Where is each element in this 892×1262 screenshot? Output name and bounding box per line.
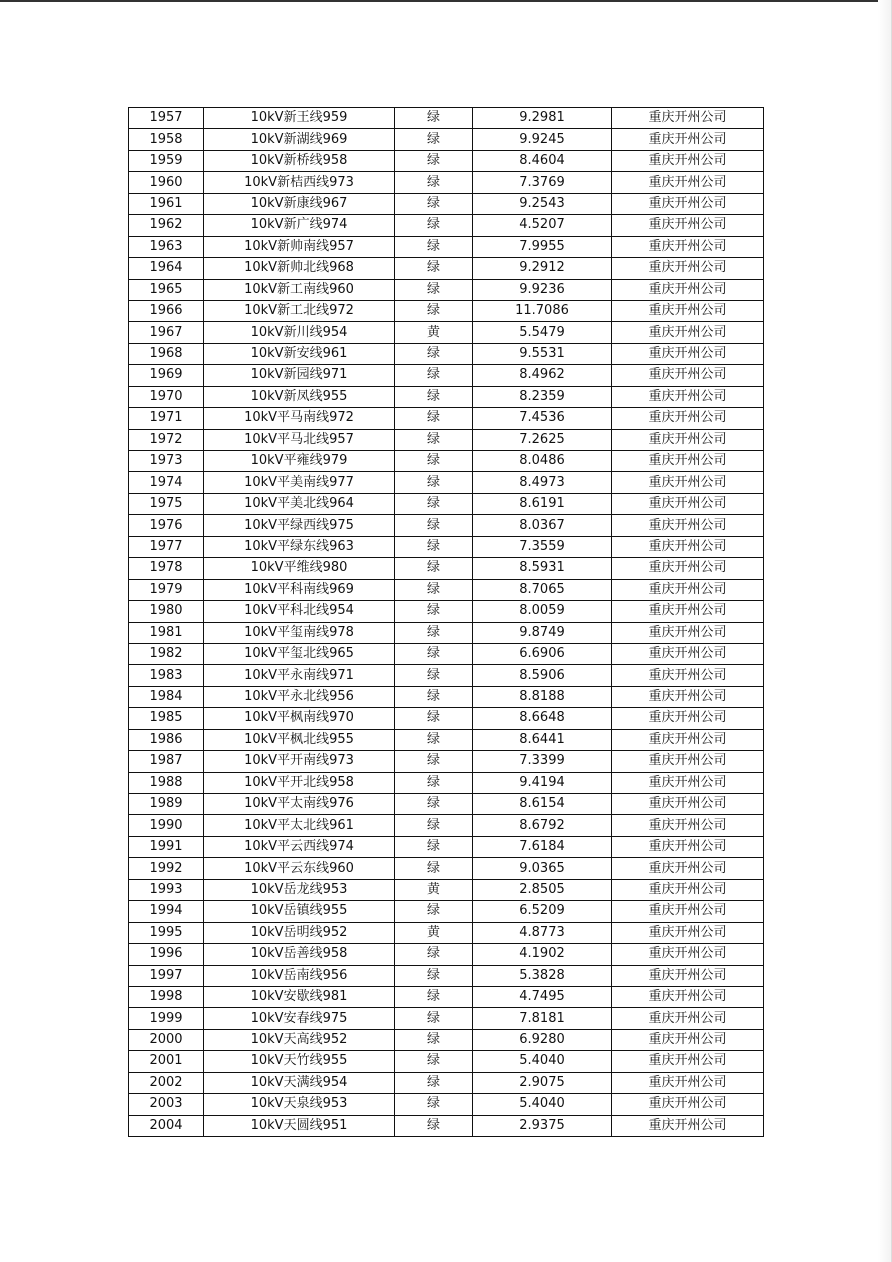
- company-cell: 重庆开州公司: [612, 836, 764, 857]
- line-name-cell: 10kV平玺北线965: [204, 643, 395, 664]
- value-cell: 6.9280: [473, 1029, 612, 1050]
- status-color-cell: 黄: [395, 879, 473, 900]
- company-cell: 重庆开州公司: [612, 729, 764, 750]
- status-color-cell: 绿: [395, 1115, 473, 1136]
- row-number-cell: 1971: [129, 408, 204, 429]
- row-number-cell: 1989: [129, 794, 204, 815]
- line-name-cell: 10kV新工南线960: [204, 279, 395, 300]
- value-cell: 2.8505: [473, 879, 612, 900]
- row-number-cell: 1973: [129, 451, 204, 472]
- company-cell: 重庆开州公司: [612, 751, 764, 772]
- company-cell: 重庆开州公司: [612, 515, 764, 536]
- row-number-cell: 1961: [129, 193, 204, 214]
- company-cell: 重庆开州公司: [612, 365, 764, 386]
- line-name-cell: 10kV平科北线954: [204, 601, 395, 622]
- company-cell: 重庆开州公司: [612, 172, 764, 193]
- table-row: [129, 1094, 764, 1115]
- company-cell: 重庆开州公司: [612, 215, 764, 236]
- row-number-cell: 1994: [129, 901, 204, 922]
- value-cell: 8.4962: [473, 365, 612, 386]
- value-cell: 7.8181: [473, 1008, 612, 1029]
- status-color-cell: 绿: [395, 643, 473, 664]
- row-number-cell: 2000: [129, 1029, 204, 1050]
- status-color-cell: 绿: [395, 1094, 473, 1115]
- company-cell: 重庆开州公司: [612, 300, 764, 321]
- company-cell: 重庆开州公司: [612, 408, 764, 429]
- row-number-cell: 1992: [129, 858, 204, 879]
- value-cell: 5.3828: [473, 965, 612, 986]
- status-color-cell: 绿: [395, 579, 473, 600]
- status-color-cell: 黄: [395, 322, 473, 343]
- table-row: [129, 408, 764, 429]
- table-row: [129, 965, 764, 986]
- company-cell: 重庆开州公司: [612, 643, 764, 664]
- status-color-cell: 绿: [395, 536, 473, 557]
- page-top-border: [0, 0, 892, 2]
- value-cell: 8.7065: [473, 579, 612, 600]
- status-color-cell: 绿: [395, 601, 473, 622]
- row-number-cell: 1962: [129, 215, 204, 236]
- line-name-cell: 10kV新川线954: [204, 322, 395, 343]
- value-cell: 5.4040: [473, 1051, 612, 1072]
- table-row: [129, 472, 764, 493]
- value-cell: 9.9236: [473, 279, 612, 300]
- line-name-cell: 10kV新康线967: [204, 193, 395, 214]
- company-cell: 重庆开州公司: [612, 322, 764, 343]
- table-row: [129, 322, 764, 343]
- line-name-cell: 10kV新湖线969: [204, 129, 395, 150]
- line-name-cell: 10kV岳镇线955: [204, 901, 395, 922]
- row-number-cell: 1998: [129, 986, 204, 1007]
- table-row: [129, 922, 764, 943]
- line-name-cell: 10kV天高线952: [204, 1029, 395, 1050]
- company-cell: 重庆开州公司: [612, 686, 764, 707]
- company-cell: 重庆开州公司: [612, 922, 764, 943]
- value-cell: 8.0486: [473, 451, 612, 472]
- company-cell: 重庆开州公司: [612, 815, 764, 836]
- table-row: [129, 772, 764, 793]
- line-name-cell: 10kV平云西线974: [204, 836, 395, 857]
- company-cell: 重庆开州公司: [612, 558, 764, 579]
- row-number-cell: 2001: [129, 1051, 204, 1072]
- company-cell: 重庆开州公司: [612, 665, 764, 686]
- status-color-cell: 绿: [395, 794, 473, 815]
- line-name-cell: 10kV新桔西线973: [204, 172, 395, 193]
- status-color-cell: 绿: [395, 665, 473, 686]
- status-color-cell: 绿: [395, 772, 473, 793]
- line-name-cell: 10kV平雍线979: [204, 451, 395, 472]
- table-row: [129, 944, 764, 965]
- status-color-cell: 绿: [395, 729, 473, 750]
- value-cell: 5.4040: [473, 1094, 612, 1115]
- status-color-cell: 绿: [395, 343, 473, 364]
- table-row: [129, 515, 764, 536]
- value-cell: 8.0059: [473, 601, 612, 622]
- table-row: [129, 493, 764, 514]
- table-row: [129, 1008, 764, 1029]
- status-color-cell: 绿: [395, 708, 473, 729]
- value-cell: 9.2543: [473, 193, 612, 214]
- status-color-cell: 黄: [395, 922, 473, 943]
- company-cell: 重庆开州公司: [612, 236, 764, 257]
- line-name-cell: 10kV平维线980: [204, 558, 395, 579]
- row-number-cell: 1988: [129, 772, 204, 793]
- table-row: [129, 1072, 764, 1093]
- table-row: [129, 729, 764, 750]
- table-row: [129, 236, 764, 257]
- row-number-cell: 1987: [129, 751, 204, 772]
- status-color-cell: 绿: [395, 300, 473, 321]
- table-row: [129, 751, 764, 772]
- line-name-cell: 10kV安春线975: [204, 1008, 395, 1029]
- company-cell: 重庆开州公司: [612, 794, 764, 815]
- status-color-cell: 绿: [395, 1029, 473, 1050]
- line-name-cell: 10kV平美南线977: [204, 472, 395, 493]
- table-row: [129, 1029, 764, 1050]
- value-cell: 11.7086: [473, 300, 612, 321]
- row-number-cell: 1997: [129, 965, 204, 986]
- line-name-cell: 10kV新桥线958: [204, 150, 395, 171]
- row-number-cell: 1986: [129, 729, 204, 750]
- company-cell: 重庆开州公司: [612, 1051, 764, 1072]
- row-number-cell: 2003: [129, 1094, 204, 1115]
- line-name-cell: 10kV新帅南线957: [204, 236, 395, 257]
- status-color-cell: 绿: [395, 901, 473, 922]
- table-row: [129, 536, 764, 557]
- table-row: [129, 193, 764, 214]
- row-number-cell: 1979: [129, 579, 204, 600]
- value-cell: 8.0367: [473, 515, 612, 536]
- row-number-cell: 1965: [129, 279, 204, 300]
- status-color-cell: 绿: [395, 172, 473, 193]
- value-cell: 8.5906: [473, 665, 612, 686]
- page-right-edge: [878, 0, 892, 1262]
- line-name-cell: 10kV新王线959: [204, 108, 395, 129]
- line-name-cell: 10kV平马南线972: [204, 408, 395, 429]
- table-row: [129, 579, 764, 600]
- value-cell: 7.3399: [473, 751, 612, 772]
- table-row: [129, 429, 764, 450]
- row-number-cell: 1969: [129, 365, 204, 386]
- value-cell: 9.2912: [473, 258, 612, 279]
- row-number-cell: 1957: [129, 108, 204, 129]
- value-cell: 9.8749: [473, 622, 612, 643]
- value-cell: 7.2625: [473, 429, 612, 450]
- value-cell: 8.5931: [473, 558, 612, 579]
- table-row: [129, 622, 764, 643]
- line-name-cell: 10kV安歇线981: [204, 986, 395, 1007]
- table-row: [129, 150, 764, 171]
- line-name-cell: 10kV平开北线958: [204, 772, 395, 793]
- table-row: [129, 451, 764, 472]
- line-name-cell: 10kV平开南线973: [204, 751, 395, 772]
- table-row: [129, 986, 764, 1007]
- row-number-cell: 1985: [129, 708, 204, 729]
- table-row: [129, 365, 764, 386]
- value-cell: 8.8188: [473, 686, 612, 707]
- line-name-cell: 10kV天泉线953: [204, 1094, 395, 1115]
- company-cell: 重庆开州公司: [612, 579, 764, 600]
- line-name-cell: 10kV岳善线958: [204, 944, 395, 965]
- line-name-cell: 10kV平太南线976: [204, 794, 395, 815]
- value-cell: 4.5207: [473, 215, 612, 236]
- row-number-cell: 1966: [129, 300, 204, 321]
- row-number-cell: 1999: [129, 1008, 204, 1029]
- line-name-cell: 10kV新广线974: [204, 215, 395, 236]
- status-color-cell: 绿: [395, 686, 473, 707]
- status-color-cell: 绿: [395, 836, 473, 857]
- company-cell: 重庆开州公司: [612, 193, 764, 214]
- row-number-cell: 1977: [129, 536, 204, 557]
- table-row: [129, 601, 764, 622]
- row-number-cell: 1996: [129, 944, 204, 965]
- table-row: [129, 686, 764, 707]
- status-color-cell: 绿: [395, 365, 473, 386]
- status-color-cell: 绿: [395, 215, 473, 236]
- status-color-cell: 绿: [395, 493, 473, 514]
- table-row: [129, 794, 764, 815]
- value-cell: 8.2359: [473, 386, 612, 407]
- value-cell: 8.6154: [473, 794, 612, 815]
- row-number-cell: 1960: [129, 172, 204, 193]
- line-name-cell: 10kV新园线971: [204, 365, 395, 386]
- status-color-cell: 绿: [395, 965, 473, 986]
- row-number-cell: 1990: [129, 815, 204, 836]
- company-cell: 重庆开州公司: [612, 879, 764, 900]
- value-cell: 9.0365: [473, 858, 612, 879]
- row-number-cell: 1980: [129, 601, 204, 622]
- row-number-cell: 1984: [129, 686, 204, 707]
- line-name-cell: 10kV天竹线955: [204, 1051, 395, 1072]
- row-number-cell: 1959: [129, 150, 204, 171]
- value-cell: 9.9245: [473, 129, 612, 150]
- value-cell: 2.9375: [473, 1115, 612, 1136]
- row-number-cell: 1976: [129, 515, 204, 536]
- line-name-cell: 10kV平永北线956: [204, 686, 395, 707]
- table-row: [129, 815, 764, 836]
- value-cell: 9.5531: [473, 343, 612, 364]
- company-cell: 重庆开州公司: [612, 150, 764, 171]
- row-number-cell: 1968: [129, 343, 204, 364]
- company-cell: 重庆开州公司: [612, 601, 764, 622]
- row-number-cell: 1964: [129, 258, 204, 279]
- value-cell: 2.9075: [473, 1072, 612, 1093]
- row-number-cell: 2004: [129, 1115, 204, 1136]
- value-cell: 8.4604: [473, 150, 612, 171]
- value-cell: 6.5209: [473, 901, 612, 922]
- table-body: [129, 108, 764, 1137]
- company-cell: 重庆开州公司: [612, 944, 764, 965]
- row-number-cell: 1981: [129, 622, 204, 643]
- table-row: [129, 215, 764, 236]
- value-cell: 7.3769: [473, 172, 612, 193]
- line-name-cell: 10kV平绿西线975: [204, 515, 395, 536]
- status-color-cell: 绿: [395, 622, 473, 643]
- row-number-cell: 1972: [129, 429, 204, 450]
- table-row: [129, 172, 764, 193]
- value-cell: 4.7495: [473, 986, 612, 1007]
- line-name-cell: 10kV新安线961: [204, 343, 395, 364]
- table-row: [129, 386, 764, 407]
- status-color-cell: 绿: [395, 193, 473, 214]
- company-cell: 重庆开州公司: [612, 1115, 764, 1136]
- row-number-cell: 1991: [129, 836, 204, 857]
- line-name-cell: 10kV平太北线961: [204, 815, 395, 836]
- table-row: [129, 665, 764, 686]
- status-color-cell: 绿: [395, 108, 473, 129]
- row-number-cell: 1982: [129, 643, 204, 664]
- company-cell: 重庆开州公司: [612, 493, 764, 514]
- status-color-cell: 绿: [395, 751, 473, 772]
- company-cell: 重庆开州公司: [612, 386, 764, 407]
- value-cell: 4.8773: [473, 922, 612, 943]
- value-cell: 8.6792: [473, 815, 612, 836]
- row-number-cell: 1970: [129, 386, 204, 407]
- line-name-cell: 10kV天圆线951: [204, 1115, 395, 1136]
- status-color-cell: 绿: [395, 129, 473, 150]
- table-row: [129, 858, 764, 879]
- company-cell: 重庆开州公司: [612, 108, 764, 129]
- status-color-cell: 绿: [395, 1051, 473, 1072]
- company-cell: 重庆开州公司: [612, 1094, 764, 1115]
- status-color-cell: 绿: [395, 451, 473, 472]
- row-number-cell: 2002: [129, 1072, 204, 1093]
- row-number-cell: 1967: [129, 322, 204, 343]
- company-cell: 重庆开州公司: [612, 429, 764, 450]
- value-cell: 8.6191: [473, 493, 612, 514]
- company-cell: 重庆开州公司: [612, 708, 764, 729]
- table-row: [129, 1115, 764, 1136]
- value-cell: 8.6648: [473, 708, 612, 729]
- value-cell: 9.4194: [473, 772, 612, 793]
- row-number-cell: 1983: [129, 665, 204, 686]
- value-cell: 4.1902: [473, 944, 612, 965]
- status-color-cell: 绿: [395, 515, 473, 536]
- line-name-cell: 10kV平美北线964: [204, 493, 395, 514]
- row-number-cell: 1958: [129, 129, 204, 150]
- company-cell: 重庆开州公司: [612, 986, 764, 1007]
- line-name-cell: 10kV新工北线972: [204, 300, 395, 321]
- company-cell: 重庆开州公司: [612, 1029, 764, 1050]
- status-color-cell: 绿: [395, 1072, 473, 1093]
- table-row: [129, 108, 764, 129]
- table-row: [129, 879, 764, 900]
- company-cell: 重庆开州公司: [612, 1072, 764, 1093]
- line-name-cell: 10kV平科南线969: [204, 579, 395, 600]
- line-name-cell: 10kV天满线954: [204, 1072, 395, 1093]
- line-name-cell: 10kV新帅北线968: [204, 258, 395, 279]
- table-row: [129, 258, 764, 279]
- value-cell: 7.3559: [473, 536, 612, 557]
- status-color-cell: 绿: [395, 472, 473, 493]
- status-color-cell: 绿: [395, 386, 473, 407]
- table-row: [129, 343, 764, 364]
- table-row: [129, 558, 764, 579]
- row-number-cell: 1975: [129, 493, 204, 514]
- value-cell: 7.6184: [473, 836, 612, 857]
- status-color-cell: 绿: [395, 236, 473, 257]
- line-name-cell: 10kV平枫南线970: [204, 708, 395, 729]
- value-cell: 7.4536: [473, 408, 612, 429]
- company-cell: 重庆开州公司: [612, 258, 764, 279]
- line-name-cell: 10kV新凤线955: [204, 386, 395, 407]
- table-row: [129, 1051, 764, 1072]
- company-cell: 重庆开州公司: [612, 622, 764, 643]
- line-name-cell: 10kV平云东线960: [204, 858, 395, 879]
- company-cell: 重庆开州公司: [612, 1008, 764, 1029]
- status-color-cell: 绿: [395, 150, 473, 171]
- table-row: [129, 279, 764, 300]
- status-color-cell: 绿: [395, 279, 473, 300]
- company-cell: 重庆开州公司: [612, 772, 764, 793]
- company-cell: 重庆开州公司: [612, 536, 764, 557]
- company-cell: 重庆开州公司: [612, 451, 764, 472]
- company-cell: 重庆开州公司: [612, 965, 764, 986]
- value-cell: 7.9955: [473, 236, 612, 257]
- company-cell: 重庆开州公司: [612, 129, 764, 150]
- line-name-cell: 10kV岳南线956: [204, 965, 395, 986]
- table-row: [129, 643, 764, 664]
- value-cell: 8.6441: [473, 729, 612, 750]
- row-number-cell: 1995: [129, 922, 204, 943]
- line-name-cell: 10kV岳明线952: [204, 922, 395, 943]
- value-cell: 6.6906: [473, 643, 612, 664]
- row-number-cell: 1993: [129, 879, 204, 900]
- status-color-cell: 绿: [395, 558, 473, 579]
- value-cell: 8.4973: [473, 472, 612, 493]
- status-color-cell: 绿: [395, 408, 473, 429]
- value-cell: 9.2981: [473, 108, 612, 129]
- line-name-cell: 10kV平绿东线963: [204, 536, 395, 557]
- status-color-cell: 绿: [395, 986, 473, 1007]
- status-color-cell: 绿: [395, 1008, 473, 1029]
- company-cell: 重庆开州公司: [612, 858, 764, 879]
- company-cell: 重庆开州公司: [612, 901, 764, 922]
- line-name-cell: 10kV平马北线957: [204, 429, 395, 450]
- table-row: [129, 708, 764, 729]
- line-name-cell: 10kV平永南线971: [204, 665, 395, 686]
- status-color-cell: 绿: [395, 258, 473, 279]
- line-name-cell: 10kV平玺南线978: [204, 622, 395, 643]
- status-color-cell: 绿: [395, 815, 473, 836]
- table-row: [129, 300, 764, 321]
- status-color-cell: 绿: [395, 944, 473, 965]
- line-name-cell: 10kV平枫北线955: [204, 729, 395, 750]
- status-color-cell: 绿: [395, 858, 473, 879]
- row-number-cell: 1974: [129, 472, 204, 493]
- row-number-cell: 1978: [129, 558, 204, 579]
- row-number-cell: 1963: [129, 236, 204, 257]
- line-name-cell: 10kV岳龙线953: [204, 879, 395, 900]
- status-color-cell: 绿: [395, 429, 473, 450]
- table-row: [129, 129, 764, 150]
- feeder-line-table: [128, 107, 764, 1137]
- company-cell: 重庆开州公司: [612, 343, 764, 364]
- value-cell: 5.5479: [473, 322, 612, 343]
- table-row: [129, 901, 764, 922]
- company-cell: 重庆开州公司: [612, 279, 764, 300]
- company-cell: 重庆开州公司: [612, 472, 764, 493]
- table-row: [129, 836, 764, 857]
